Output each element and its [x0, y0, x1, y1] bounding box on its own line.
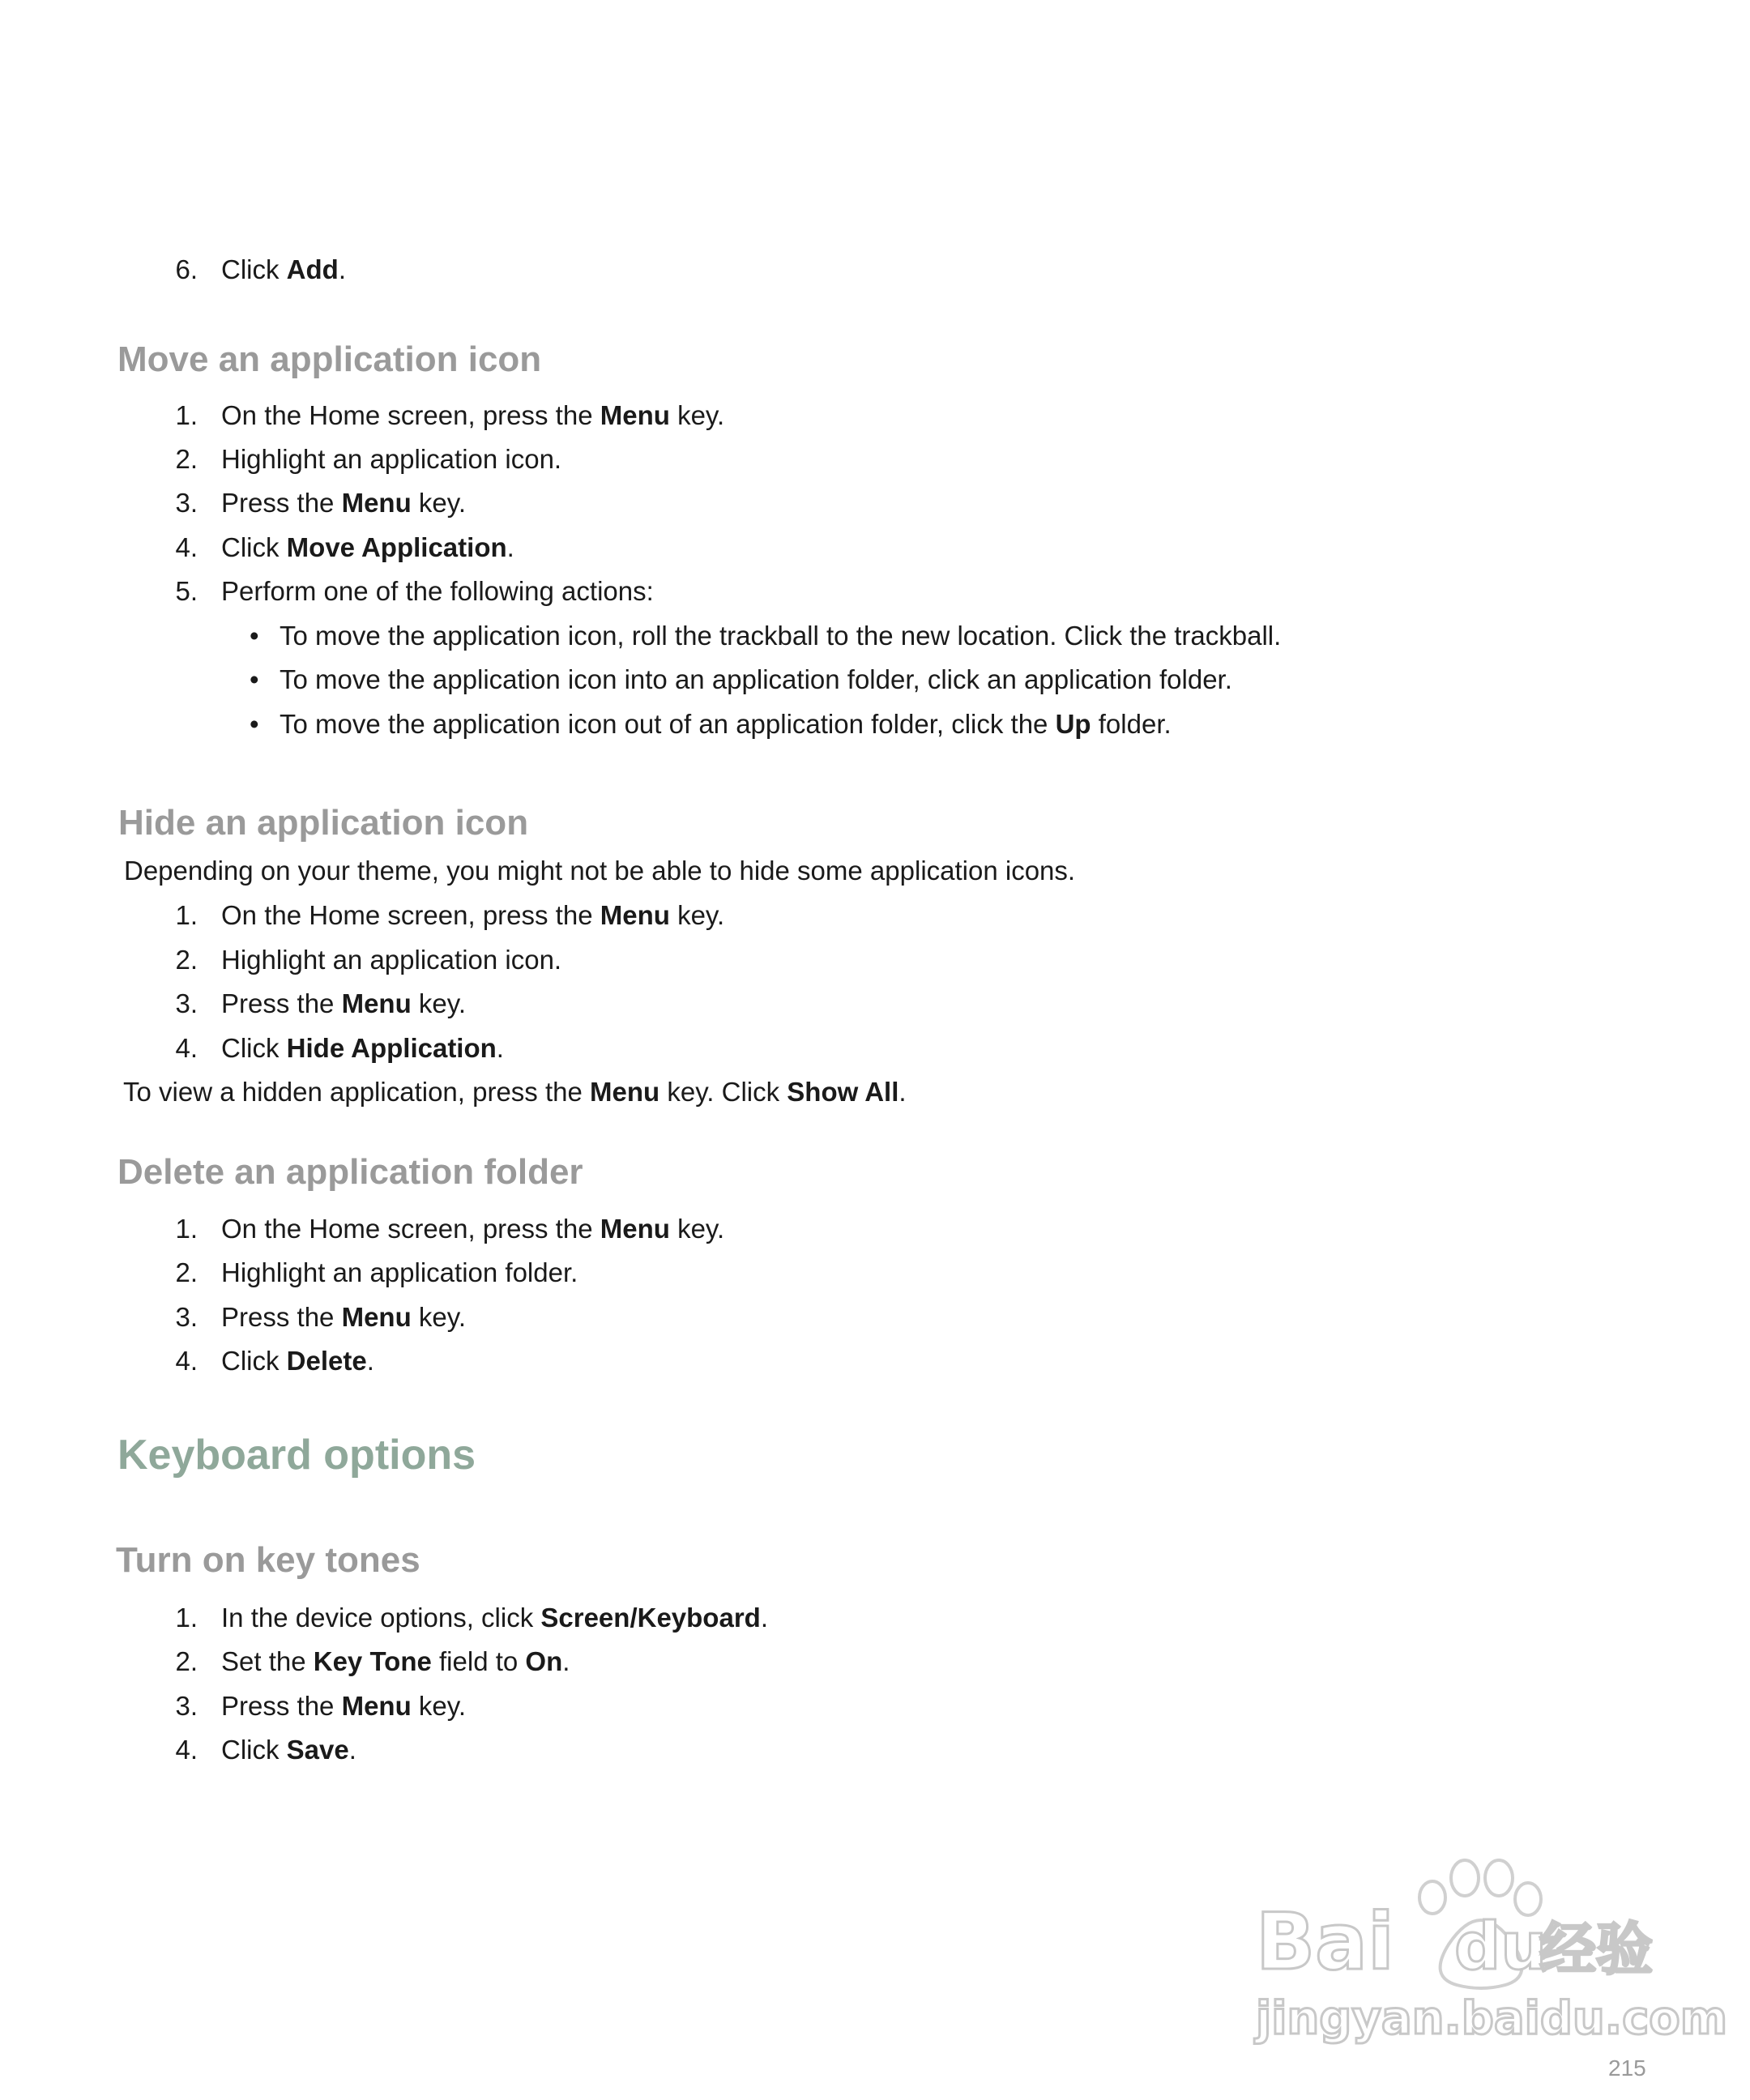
bullet-icon: • [250, 621, 259, 651]
svg-text:du: du [1454, 1909, 1547, 1984]
section-heading-hide: Hide an application icon [118, 803, 529, 843]
svg-text:Bai: Bai [1256, 1897, 1394, 1987]
bullet-icon: • [250, 664, 259, 694]
chapter-heading: Keyboard options [117, 1432, 476, 1479]
baidu-watermark-logo [1248, 1847, 1728, 2050]
svg-text:经验: 经验 [1539, 1916, 1653, 1983]
bullet-icon: • [250, 709, 259, 739]
section-heading-move: Move an application icon [117, 339, 542, 379]
manual-page: 6. Click Add. Move an application icon 1. On the Home screen, press the Menu key. 2. Highlight an application icon. 3. Press the Menu key. 4. Click Move Application. 5. Perform one of the following actions: • To move the application icon, roll the trackball to the new location. Click the trackball. • To move the application icon into an application folder, click an application folder. • To move the application icon out of an application folder, click the Up folder. Hide an application icon Depending on your theme, you might not be able to hide some application icons. 1. On the Home screen, press the Menu key. 2. Highlight an application icon. 3. Press the Menu key. 4. Click Hide Application. To view a hidden application, press the Menu key. Click Show All. Delete an application folder 1. On the Home screen, press the Menu key. 2. Highlight an application folder. 3. Press the Menu key. 4. Click Delete. Keyboard options Turn on key tones 1. In the device options, click Screen/Keyboard. 2. Set the Key Tone field to On. 3. Press the Menu key. 4. Click Save. Bai du 经验 jingyan.baidu.com 215 [116, 254, 1728, 2081]
svg-text:jingyan.baidu.com: jingyan.baidu.com [1256, 1992, 1728, 2045]
section-heading-key-tones: Turn on key tones [116, 1540, 420, 1580]
note-paragraph: To view a hidden application, press the Menu key. Click Show All. [123, 1077, 907, 1107]
page-number: 215 [1608, 2055, 1646, 2081]
intro-paragraph: Depending on your theme, you might not be able to hide some application icons. [124, 856, 1076, 886]
section-heading-delete: Delete an application folder [117, 1152, 583, 1192]
